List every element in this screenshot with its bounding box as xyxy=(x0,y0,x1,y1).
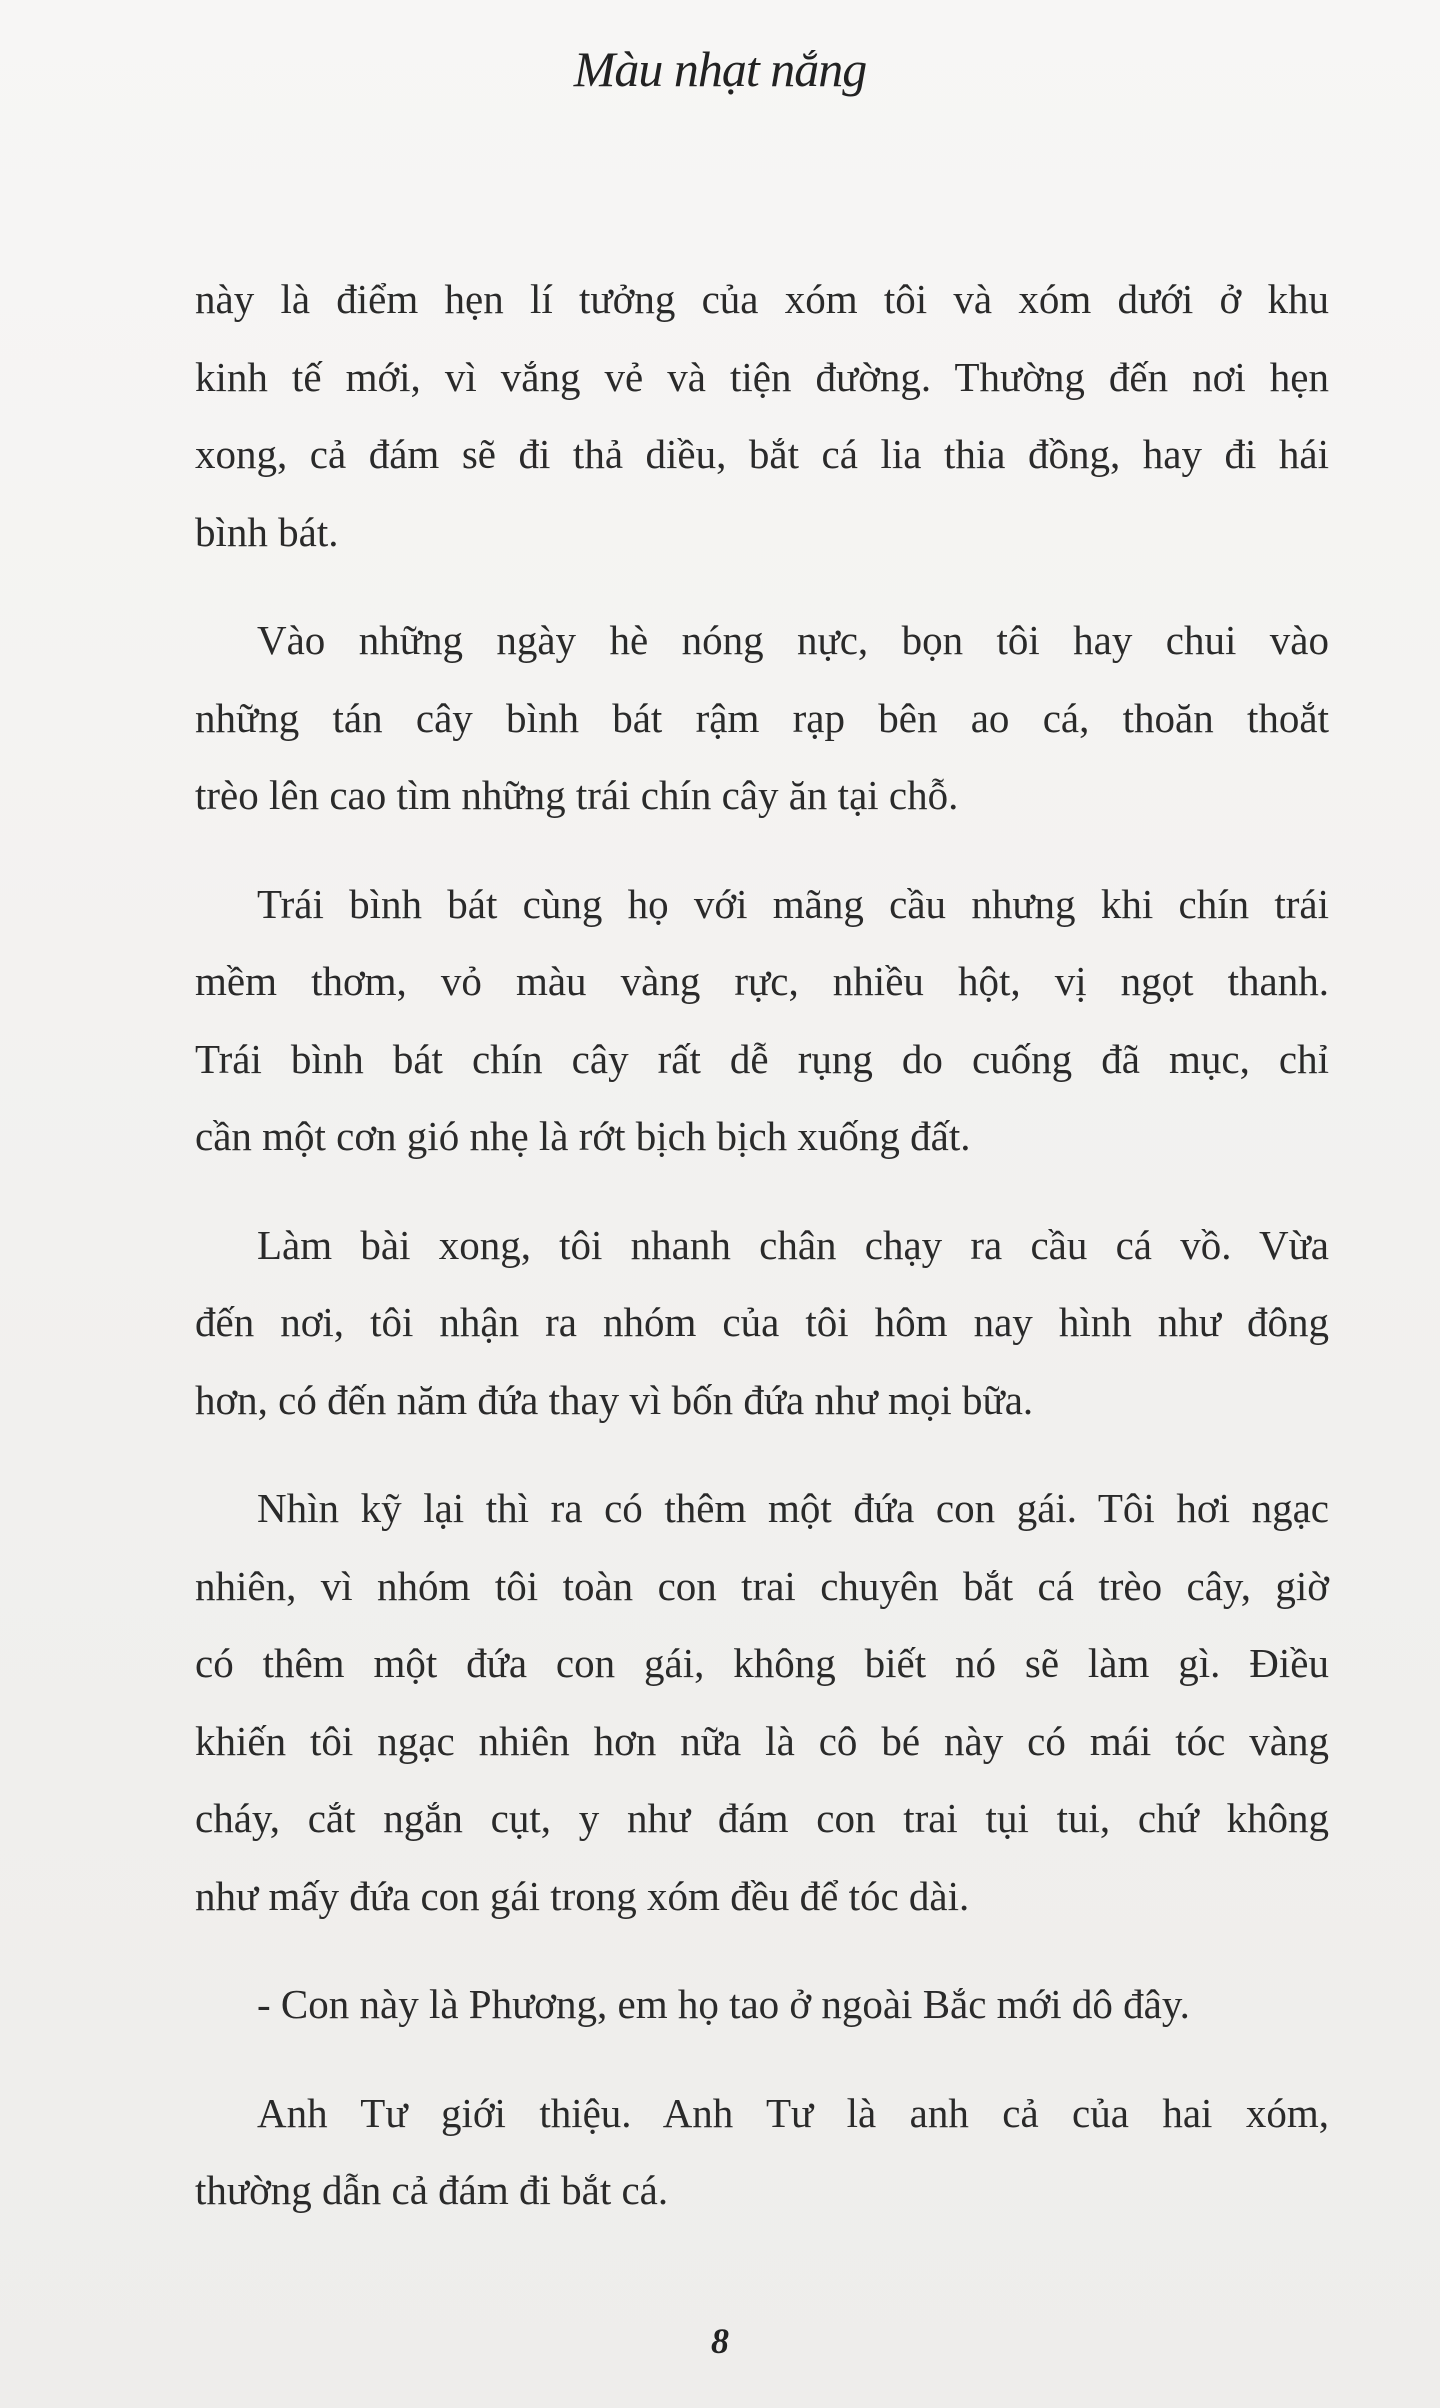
paragraph xyxy=(195,1212,1329,1445)
text-line: những tán cây bình bát rậm rạp bên ao cá, thoăn thoắt xyxy=(195,694,1329,741)
text-line: Trái bình bát cùng họ với mãng cầu nhưng khi chín trái xyxy=(257,880,1329,927)
text-line: Trái bình bát chín cây rất dễ rụng do cuống đã mục, chỉ xyxy=(195,1035,1329,1082)
paragraph xyxy=(195,266,1329,576)
page-body xyxy=(195,266,1329,2266)
text-line: bình bát. xyxy=(195,508,339,555)
text-line: có thêm một đứa con gái, không biết nó sẽ làm gì. Điều xyxy=(195,1640,1329,1686)
text-line: - Con này là Phương, em họ tao ở ngoài Bắc mới dô đây. xyxy=(257,1981,1190,2027)
running-header: Màu nhạt nắng xyxy=(573,41,867,97)
text-line: Nhìn kỹ lại thì ra có thêm một đứa con gái. Tôi hơi ngạc xyxy=(257,1485,1329,1531)
paragraph xyxy=(195,1475,1329,1940)
text-line: này là điểm hẹn lí tưởng của xóm tôi và xóm dưới ở khu xyxy=(195,276,1329,322)
page-number: 8 xyxy=(711,2321,729,2361)
text-line: trèo lên cao tìm những trái chín cây ăn tại chỗ. xyxy=(195,772,959,818)
text-line: hơn, có đến năm đứa thay vì bốn đứa như mọi bữa. xyxy=(195,1376,1034,1423)
paragraph xyxy=(195,1971,1329,2049)
text-line: mềm thơm, vỏ màu vàng rực, nhiều hột, vị ngọt thanh. xyxy=(195,958,1329,1004)
text-line: Vào những ngày hè nóng nực, bọn tôi hay chui vào xyxy=(257,617,1329,663)
paragraph xyxy=(195,2080,1329,2235)
paragraph xyxy=(195,607,1329,840)
text-line: cháy, cắt ngắn cụt, y như đám con trai tụi tui, chứ không xyxy=(195,1795,1329,1841)
text-line: thường dẫn cả đám đi bắt cá. xyxy=(195,2167,669,2213)
text-line: Anh Tư giới thiệu. Anh Tư là anh cả của hai xóm, xyxy=(257,2089,1329,2136)
text-line: Làm bài xong, tôi nhanh chân chạy ra cầu cá vồ. Vừa xyxy=(257,1221,1329,1268)
text-line: đến nơi, tôi nhận ra nhóm của tôi hôm nay hình như đông xyxy=(195,1299,1329,1345)
paragraph xyxy=(195,871,1329,1181)
text-line: nhiên, vì nhóm tôi toàn con trai chuyên bắt cá trèo cây, giờ xyxy=(195,1562,1329,1609)
text-line: xong, cả đám sẽ đi thả diều, bắt cá lia thia đồng, hay đi hái xyxy=(195,431,1329,477)
text-line: cần một cơn gió nhẹ là rớt bịch bịch xuống đất. xyxy=(195,1113,971,1159)
text-line: khiến tôi ngạc nhiên hơn nữa là cô bé này có mái tóc vàng xyxy=(195,1717,1329,1764)
text-line: kinh tế mới, vì vắng vẻ và tiện đường. Thường đến nơi hẹn xyxy=(195,353,1329,400)
text-line: như mấy đứa con gái trong xóm đều để tóc dài. xyxy=(195,1872,970,1919)
